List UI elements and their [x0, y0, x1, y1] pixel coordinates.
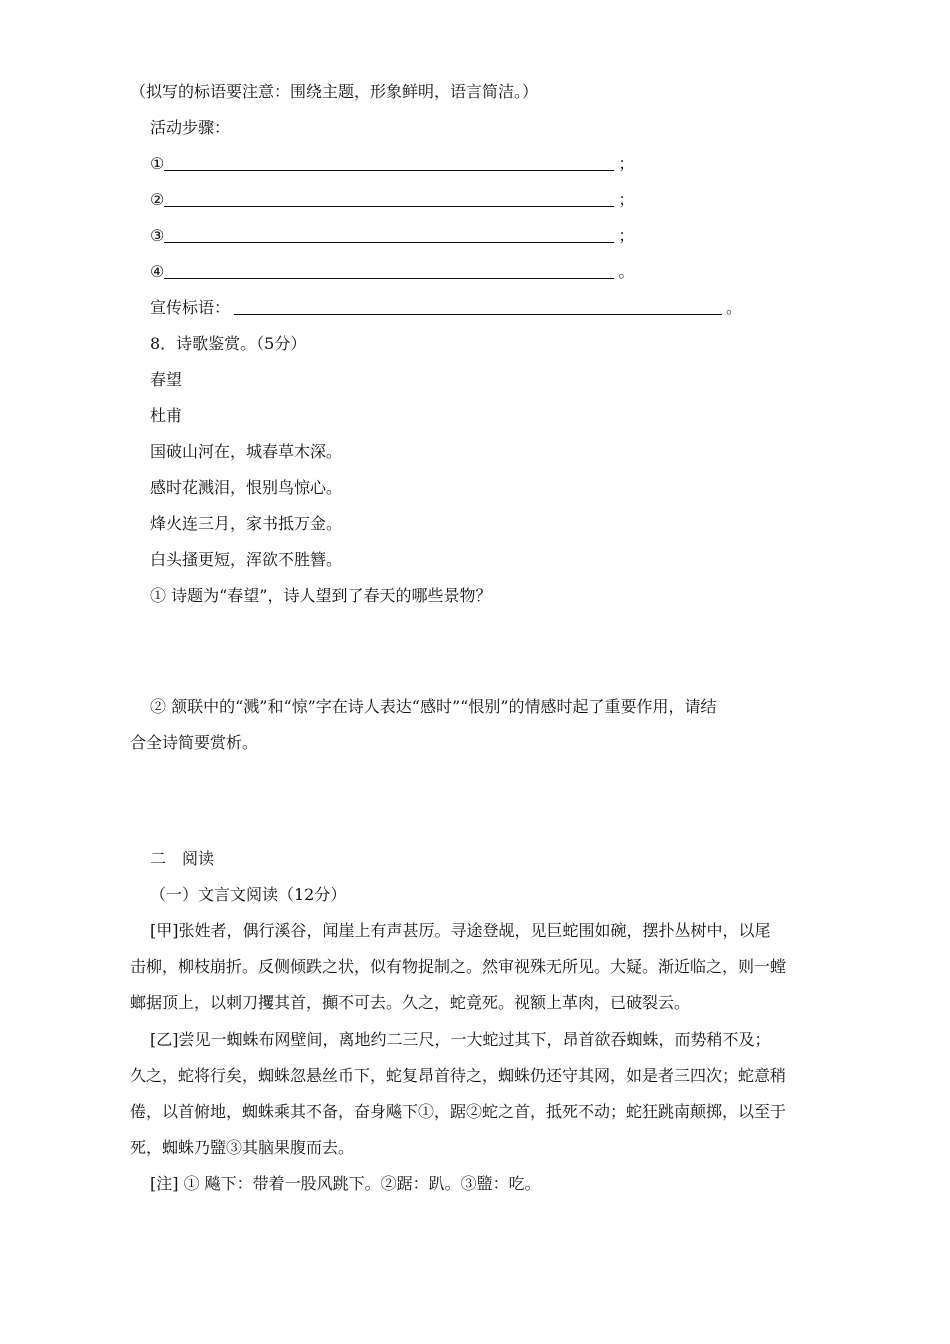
- footnote: [注] ① 飚下：带着一股风跳下。②踞：趴。③盬：吃。: [150, 1174, 541, 1193]
- poem-line: 白头搔更短，浑欲不胜簪。: [150, 550, 343, 569]
- passage-yi-line: 死，蜘蛛乃盬③其脑果腹而去。: [130, 1138, 355, 1157]
- step-blank-4[interactable]: [150, 262, 634, 282]
- sub-question-2-line-2: 合全诗简要赏析。: [130, 733, 259, 752]
- poem-title: 春望: [150, 370, 183, 389]
- step-end-mark: ；: [618, 226, 635, 245]
- steps-label: 活动步骤：: [150, 118, 231, 137]
- step-number: ①: [150, 154, 165, 173]
- passage-jia-line: 击柳，柳枝崩折。反侧倾跌之状，似有物捉制之。然审视殊无所见。大疑。渐近临之，则一螳: [130, 957, 787, 976]
- answer-space-1[interactable]: [150, 620, 820, 690]
- poem-line: 感时花溅泪，恨别鸟惊心。: [150, 478, 343, 497]
- sub-question-1: ① 诗题为“春望”，诗人望到了春天的哪些景物？: [150, 586, 492, 605]
- slogan-blank[interactable]: [150, 298, 742, 318]
- poem-line: 烽火连三月，家书抵万金。: [150, 514, 343, 533]
- question-8-title: 8．诗歌鉴赏。（5分）: [150, 334, 307, 353]
- answer-space-2[interactable]: [150, 770, 820, 840]
- step-number: ②: [150, 190, 165, 209]
- answer-line: [164, 192, 614, 207]
- poem-line: 国破山河在，城春草木深。: [150, 442, 343, 461]
- slogan-end-mark: 。: [726, 298, 743, 317]
- step-end-mark: 。: [618, 262, 635, 281]
- answer-line: [164, 264, 614, 279]
- poem-author: 杜甫: [150, 406, 183, 425]
- passage-jia-line: 螂据顶上，以刺刀攫其首，攧不可去。久之，蛇竟死。视额上革肉，已破裂云。: [130, 993, 691, 1012]
- passage-yi-line: [乙]尝见一蜘蛛布网壁间，离地约二三尺，一大蛇过其下，昂首欲吞蜘蛛，而势稍不及；: [150, 1030, 771, 1049]
- passage-yi-line: 倦，以首俯地，蜘蛛乘其不备，奋身飚下①，踞②蛇之首，抵死不动；蛇狂跳南颠掷，以至于: [130, 1102, 787, 1121]
- answer-line: [164, 156, 614, 171]
- sub-question-2-line-1: ② 颔联中的“溅”和“惊”字在诗人表达“感时”“恨别”的情感时起了重要作用，请结: [150, 697, 717, 716]
- slogan-label: 宣传标语：: [150, 298, 231, 317]
- step-blank-1[interactable]: [150, 154, 634, 174]
- section-heading: 二 阅读: [150, 849, 215, 868]
- step-end-mark: ；: [618, 190, 635, 209]
- note-text: （拟写的标语要注意：围绕主题，形象鲜明，语言简洁。）: [130, 82, 539, 101]
- step-number: ③: [150, 226, 165, 245]
- step-number: ④: [150, 262, 165, 281]
- passage-jia-line: [甲]张姓者，偶行溪谷，闻崖上有声甚厉。寻途登觇，见巨蛇围如碗，摆扑丛树中，以尾: [150, 921, 771, 940]
- answer-line: [164, 228, 614, 243]
- step-blank-2[interactable]: [150, 190, 634, 210]
- passage-yi-line: 久之，蛇将行矣，蜘蛛忽悬丝币下，蛇复昂首待之，蜘蛛仍还守其网，如是者三四次；蛇意稍: [130, 1066, 787, 1085]
- step-end-mark: ；: [618, 154, 635, 173]
- section-subheading: （一）文言文阅读（12分）: [150, 885, 347, 904]
- step-blank-3[interactable]: [150, 226, 634, 246]
- answer-line: [234, 300, 722, 315]
